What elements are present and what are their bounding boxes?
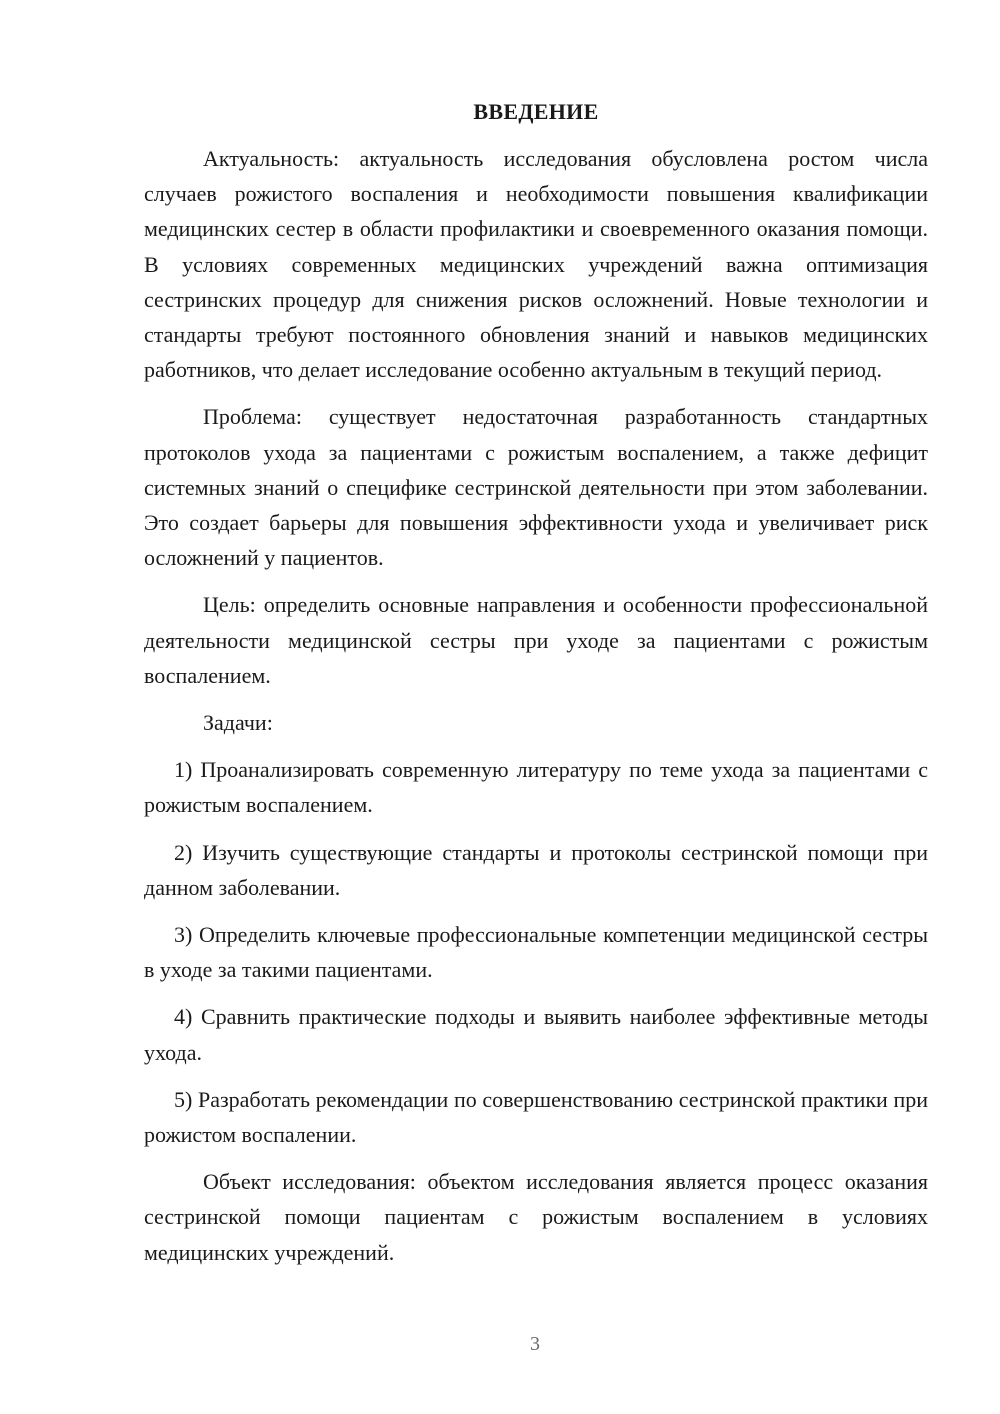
problem-paragraph: Проблема: существует недостаточная разработанность стандартных протоколов ухода за пациентами с рожистым воспалением, а также дефицит системных знаний о специфике сестринской деятельности при этом заболевании. Это создает барьеры для повышения эффективности ухода и увеличивает риск осложнений у пациентов.: [144, 404, 928, 571]
task-item-1: 1) Проанализировать современную литературу по теме ухода за пациентами с рожистым воспалением.: [144, 757, 928, 818]
task-item-3: 3) Определить ключевые профессиональные компетенции медицинской сестры в уходе за такими пациентами.: [144, 922, 928, 983]
object-paragraph: Объект исследования: объектом исследования является процесс оказания сестринской помощи пациентам с рожистым воспалением в условиях медицинских учреждений.: [144, 1169, 928, 1265]
task-item-2: 2) Изучить существующие стандарты и протоколы сестринской помощи при данном заболевании.: [144, 839, 928, 900]
task-item-4: 4) Сравнить практические подходы и выявить наиболее эффективные методы ухода.: [144, 1004, 928, 1065]
section-title: ВВЕДЕНИЕ: [473, 99, 599, 124]
page-content: [144, 94, 928, 1282]
relevance-paragraph: Актуальность: актуальность исследования обусловлена ростом числа случаев рожистого воспаления и необходимости повышения квалификации медицинских сестер в области профилактики и своевременного оказания помощи. В условиях современных медицинских учреждений важна оптимизация сестринских процедур для снижения рисков осложнений. Новые технологии и стандарты требуют постоянного обновления знаний и навыков медицинских работников, что делает исследование особенно актуальным в текущий период.: [144, 146, 928, 383]
goal-paragraph: Цель: определить основные направления и особенности профессиональной деятельности медицинской сестры при уходе за пациентами с рожистым воспалением.: [144, 592, 928, 688]
tasks-heading: Задачи:: [203, 710, 273, 736]
task-item-5: 5) Разработать рекомендации по совершенствованию сестринской практики при рожистом воспалении.: [144, 1086, 928, 1148]
page-number: 3: [530, 1333, 540, 1355]
